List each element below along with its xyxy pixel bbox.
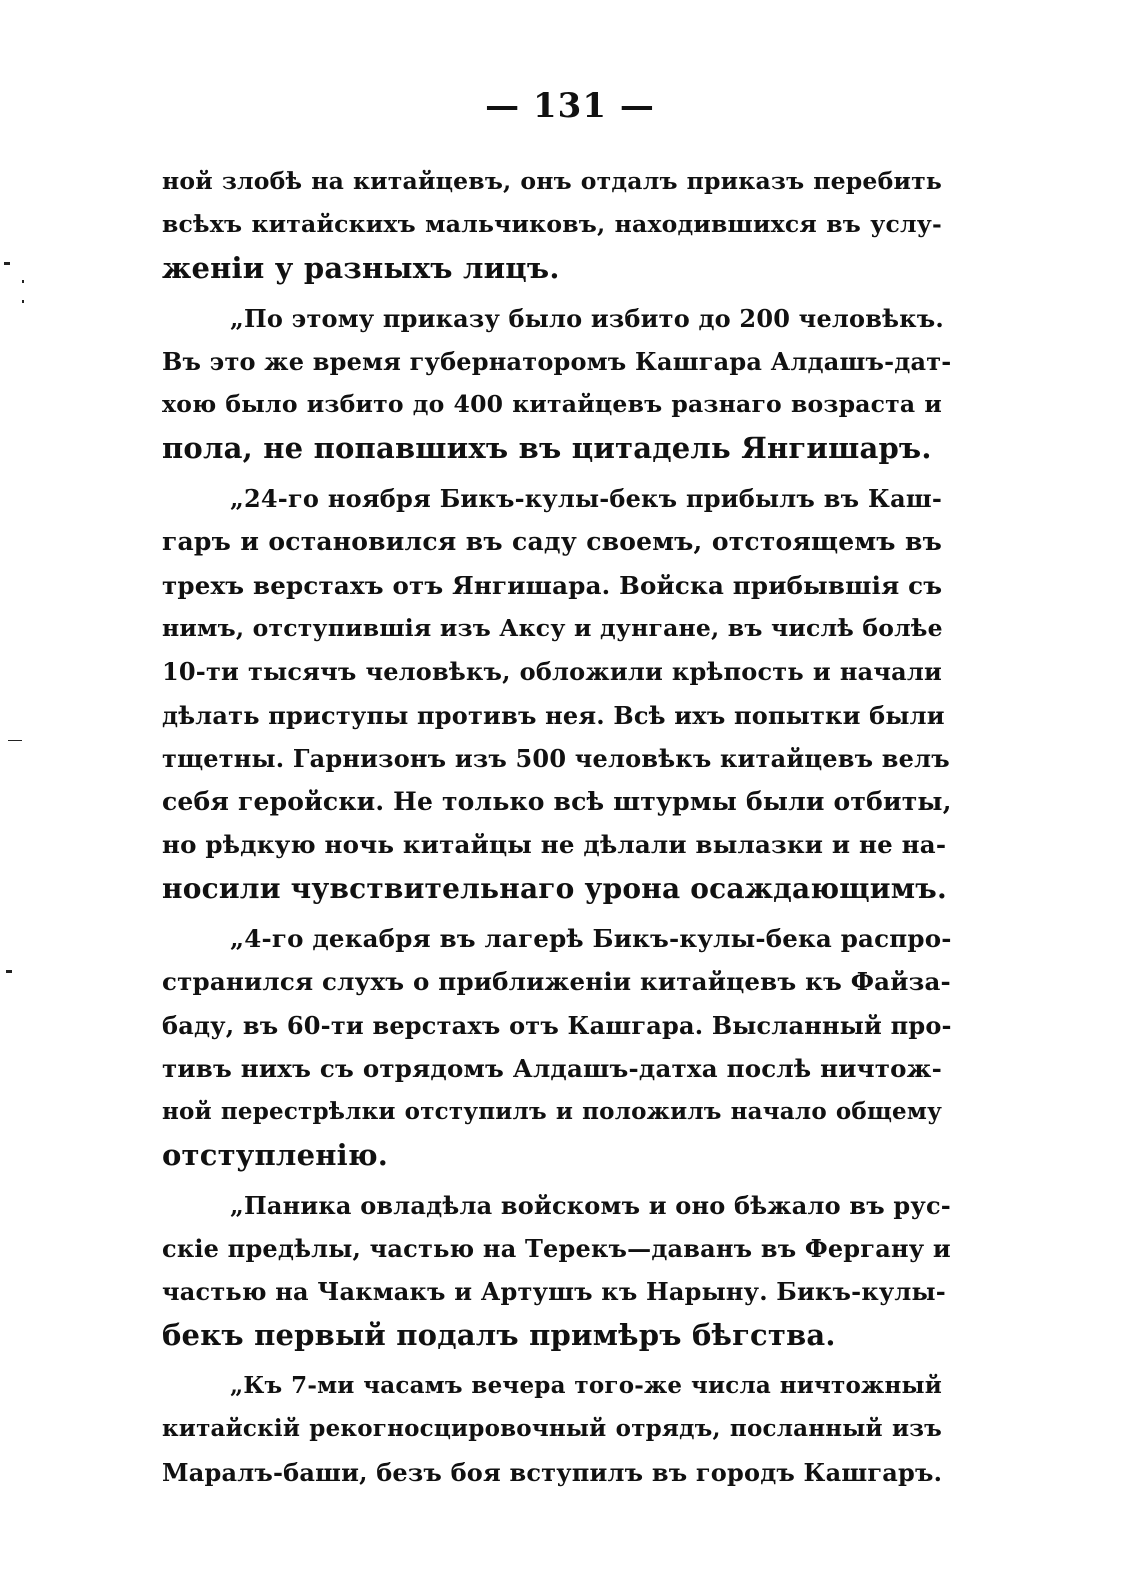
text-line: „По этому приказу было избито до 200 человѣкъ. [230, 303, 944, 333]
scan-speck [22, 280, 24, 283]
text-line: отступленію. [162, 1137, 389, 1172]
scan-speck [4, 262, 10, 265]
text-line: странился слухъ о приближеніи китайцевъ къ Файза- [162, 967, 951, 997]
scan-speck [22, 300, 24, 303]
text-line: Въ это же время губернаторомъ Кашгара Алдашъ-дат- [162, 347, 952, 377]
text-line: Маралъ-баши, безъ боя вступилъ въ городъ Кашгаръ. [162, 1457, 943, 1487]
paragraph-4 [162, 917, 952, 1177]
text-line: частью на Чакмакъ и Артушъ къ Нарыну. Бикъ-кулы- [162, 1277, 946, 1307]
text-line: „Паника овладѣла войскомъ и оно бѣжало въ рус- [230, 1190, 951, 1220]
paragraph-6 [162, 1364, 942, 1494]
scan-speck [8, 740, 22, 741]
text-line: носили чувствительнаго урона осаждающимъ. [162, 871, 947, 905]
scan-speck [6, 970, 12, 973]
page-number: — 131 — [485, 86, 655, 126]
text-line: дѣлать приступы противъ нея. Всѣ ихъ попытки были [162, 700, 945, 730]
text-line: пола, не попавшихъ въ цитадель Янгишаръ. [162, 430, 932, 465]
text-line: „24-го ноября Бикъ-кулы-бекъ прибылъ въ Каш- [230, 484, 942, 514]
paragraph-5 [162, 1184, 951, 1357]
text-line: хою было избито до 400 китайцевъ разнаго возраста и [162, 390, 942, 419]
text-line: 10-ти тысячъ человѣкъ, обложили крѣпость и начали [162, 657, 942, 687]
text-line: ной злобѣ на китайцевъ, онъ отдалъ приказъ перебить [162, 167, 942, 195]
text-line: тивъ нихъ съ отрядомъ Алдашъ-датха послѣ ничтож- [162, 1053, 942, 1083]
paragraph-1 [162, 160, 942, 290]
text-line: всѣхъ китайскихъ мальчиковъ, находившихся въ услу- [162, 210, 942, 239]
text-line: „4-го декабря въ лагерѣ Бикъ-кулы-бека распро- [230, 924, 952, 954]
text-line: ной перестрѣлки отступилъ и положилъ начало общему [162, 1098, 942, 1126]
paragraph-2 [162, 297, 952, 470]
text-line: нимъ, отступившія изъ Аксу и дунгане, въ числѣ болѣе [162, 613, 943, 642]
text-line: скіе предѣлы, частью на Терекъ—даванъ въ Фергану и [162, 1234, 951, 1264]
paragraph-3 [162, 477, 952, 910]
text-line: „Къ 7-ми часамъ вечера того-же числа ничтожный [230, 1372, 942, 1400]
text-line: баду, въ 60-ти верстахъ отъ Кашгара. Высланный про- [162, 1010, 952, 1040]
text-line: но рѣдкую ночь китайцы не дѣлали вылазки и не на- [162, 830, 947, 860]
text-line: себя геройски. Не только всѣ штурмы были отбиты, [162, 787, 952, 817]
text-line: женіи у разныхъ лицъ. [162, 250, 560, 285]
page-body [162, 160, 952, 1494]
text-line: китайскій рекогносцировочный отрядъ, посланный изъ [162, 1415, 942, 1443]
text-line: тщетны. Гарнизонъ изъ 500 человѣкъ китайцевъ велъ [162, 743, 950, 773]
text-line: бекъ первый подалъ примѣръ бѣгства. [162, 1317, 836, 1352]
text-line: гаръ и остановился въ саду своемъ, отстоящемъ въ [162, 527, 942, 557]
text-line: трехъ верстахъ отъ Янгишара. Войска прибывшія съ [162, 570, 943, 600]
